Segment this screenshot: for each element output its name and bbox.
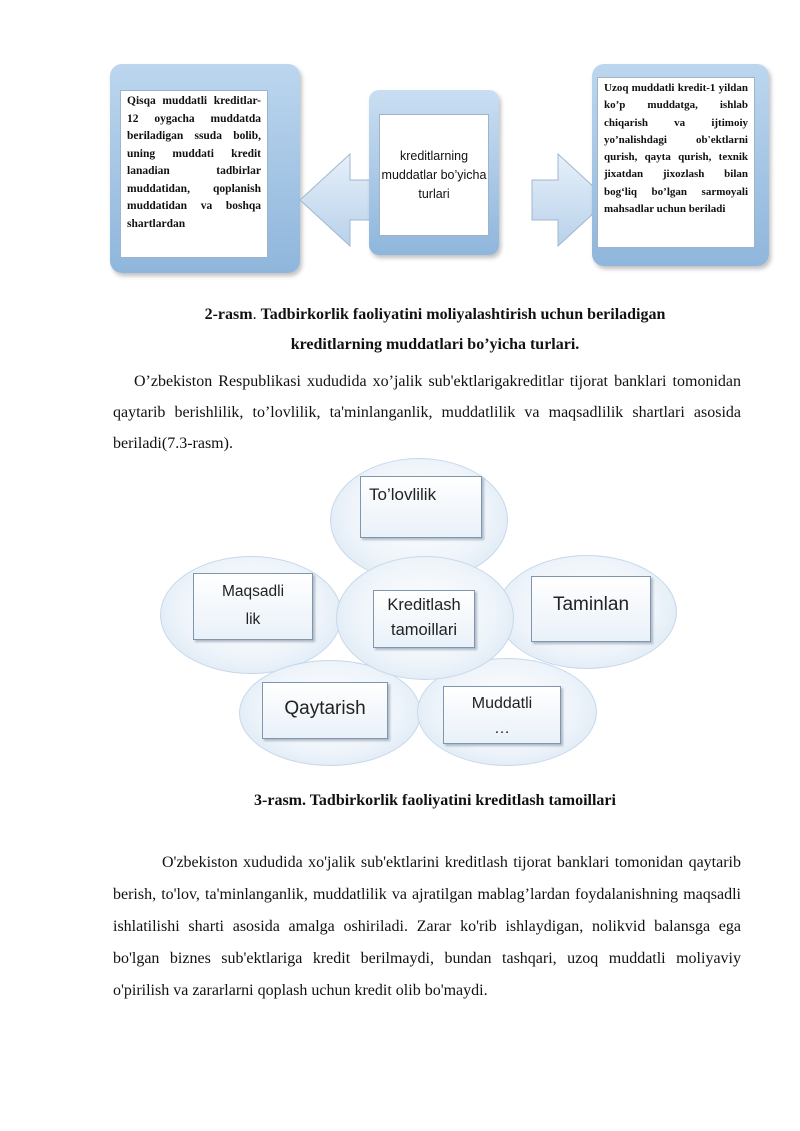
long-term-credit-text-box (597, 77, 755, 248)
credit-types-center-inner (379, 114, 489, 236)
kreditlash-tamoillari-label: Kreditlash tamoillari (373, 590, 475, 648)
figure-2-caption-line1: 2-rasm. Tadbirkorlik faoliyatini moliyalashtirish uchun beriladigan (204, 306, 666, 323)
short-term-credit-text-box (120, 90, 268, 258)
short-term-credit-panel (110, 64, 300, 273)
figure-3-caption: 3-rasm. Tadbirkorlik faoliyatini kreditlash tamoillari (254, 792, 616, 809)
figure-2-caption (140, 300, 730, 360)
tolovlilik-label: To’lovlilik (360, 476, 482, 538)
paragraph-1: O’zbekiston Respublikasi xududida xo’jalik sub'ektlarigakreditlar tijorat banklari tomonidan qaytarib berishlilik, to’lovlilik, ta'minlanganlik, muddatlilik va maqsadlilik shartlari asosida beriladi(7.3-rasm). (113, 373, 741, 452)
qaytarish-label: Qaytarish (262, 682, 388, 739)
left-arrow-icon (300, 154, 376, 246)
paragraph-2: O'zbekiston xududida xo'jalik sub'ektlarini kreditlash tijorat banklari tomonidan qaytarib berish, to'lov, ta'minlanganlik, muddatlilik va ajratilgan mablag’lardan foydalanishning maqsadli ishlatilishi sharti asosida amalga oshiriladi. Zarar ko'rib ishlaydigan, nolikvid balansga ega bo'lgan biznes sub'ektlariga kredit berilmaydi, bundan tashqari, uzoq muddatli moliyaviy o'pirilish va zararlarni qoplash uchun kredit olib bo'maydi. (113, 854, 741, 999)
long-term-credit-text: Uzoq muddatli kredit-1 yildan ko’p muddatga, ishlab chiqarish va ijtimoiy yo’nalishdagi ob'ektlarni qurish, qayta qurish, texnik jixatdan jixozlash bilan bog‘liq bo’lgan sarmoyali mahsadlar uchun beriladi (604, 82, 748, 216)
maqsadlilik-label: Maqsadli lik (193, 573, 313, 640)
credit-types-center-text: kreditlarning muddatlar bo’yicha turlari (381, 148, 487, 201)
figure-2-caption-line2: kreditlarning muddatlari bo’yicha turlari. (290, 336, 580, 353)
credit-types-center-box (369, 90, 499, 255)
short-term-credit-text: Qisqa muddatli kreditlar-12 oygacha muddatda beriladigan ssuda bolib, uning muddati kredit lanadian tadbirlar muddatidan, qoplanish muddatidan va boshqa shartlardan (127, 95, 261, 230)
taminlanganlik-label: Taminlan (531, 576, 651, 642)
long-term-credit-panel (592, 64, 769, 266)
muddatlilik-label: Muddatli … (443, 686, 561, 744)
